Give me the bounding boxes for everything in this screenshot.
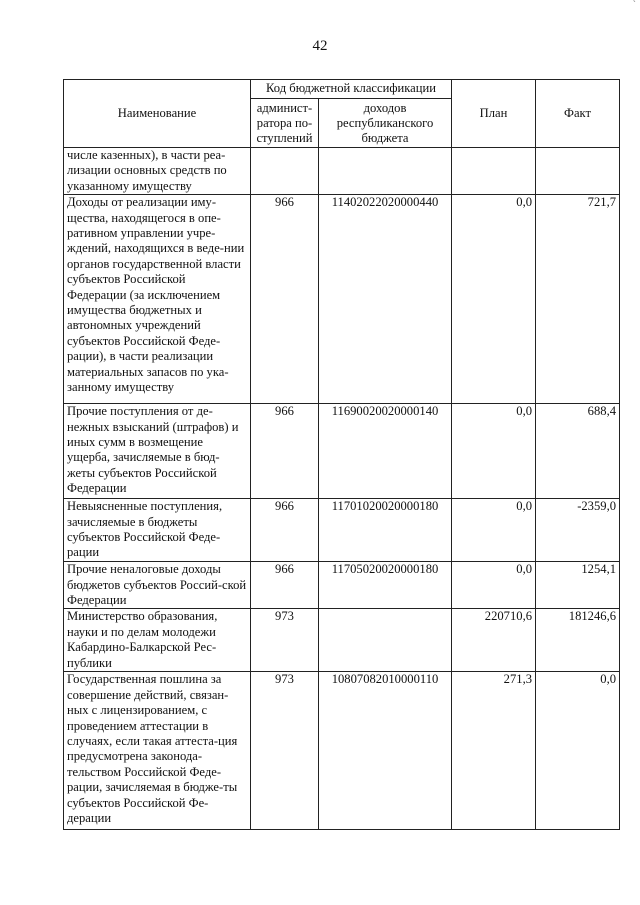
row-revenue-code: 10807082010000110 bbox=[319, 672, 452, 830]
row-plan: 0,0 bbox=[452, 404, 536, 499]
table-row bbox=[64, 195, 620, 404]
budget-table bbox=[63, 79, 620, 830]
row-revenue-code: 11690020020000140 bbox=[319, 404, 452, 499]
header-code-group: Код бюджетной классификации bbox=[251, 80, 452, 99]
row-name: Доходы от реализации иму-щества, находящегося в опе-ративном управлении учре-ждений, находящихся в веде-нии органов государственной власти субъектов Российской Федерации (за исключением имущества бюджетных и автономных учреждений субъектов Российской Феде-рации), в части реализации материальных запасов по ука-занному имуществу bbox=[64, 195, 251, 404]
row-admin-code: 973 bbox=[251, 609, 319, 672]
table-row bbox=[64, 148, 620, 195]
header-fact: Факт bbox=[536, 80, 620, 148]
row-revenue-code: 11705020020000180 bbox=[319, 562, 452, 609]
row-fact: 1254,1 bbox=[536, 562, 620, 609]
row-revenue-code bbox=[319, 609, 452, 672]
table-row bbox=[64, 672, 620, 830]
row-plan: 271,3 bbox=[452, 672, 536, 830]
row-fact: -2359,0 bbox=[536, 499, 620, 562]
table-row bbox=[64, 499, 620, 562]
row-plan: 0,0 bbox=[452, 195, 536, 404]
header-plan: План bbox=[452, 80, 536, 148]
row-name: Прочие неналоговые доходы бюджетов субъектов Россий-ской Федерации bbox=[64, 562, 251, 609]
row-name: Прочие поступления от де-нежных взысканий (штрафов) и иных сумм в возмещение ущерба, зачисляемые в бюд-жеты субъектов Российской Федерации bbox=[64, 404, 251, 499]
corner-mark: ` bbox=[632, 0, 636, 11]
row-fact: 0,0 bbox=[536, 672, 620, 830]
row-plan bbox=[452, 148, 536, 195]
header-admin: админист-ратора по-ступлений bbox=[251, 99, 319, 148]
row-revenue-code: 11701020020000180 bbox=[319, 499, 452, 562]
row-admin-code: 966 bbox=[251, 562, 319, 609]
row-plan: 220710,6 bbox=[452, 609, 536, 672]
row-plan: 0,0 bbox=[452, 562, 536, 609]
row-revenue-code: 11402022020000440 bbox=[319, 195, 452, 404]
page-number: 42 bbox=[312, 38, 328, 54]
row-name: числе казенных), в части реа-лизации основных средств по указанному имуществу bbox=[64, 148, 251, 195]
row-plan: 0,0 bbox=[452, 499, 536, 562]
table-row bbox=[64, 609, 620, 672]
row-fact bbox=[536, 148, 620, 195]
row-fact: 688,4 bbox=[536, 404, 620, 499]
row-admin-code: 966 bbox=[251, 499, 319, 562]
row-revenue-code bbox=[319, 148, 452, 195]
row-admin-code: 973 bbox=[251, 672, 319, 830]
row-admin-code bbox=[251, 148, 319, 195]
table-row bbox=[64, 404, 620, 499]
row-admin-code: 966 bbox=[251, 195, 319, 404]
table-row bbox=[64, 562, 620, 609]
row-admin-code: 966 bbox=[251, 404, 319, 499]
row-name: Министерство образования, науки и по делам молодежи Кабардино-Балкарской Рес-публики bbox=[64, 609, 251, 672]
header-revenue: доходов республиканского бюджета bbox=[319, 99, 452, 148]
row-fact: 181246,6 bbox=[536, 609, 620, 672]
row-fact: 721,7 bbox=[536, 195, 620, 404]
row-name: Государственная пошлина за совершение действий, связан-ных с лицензированием, с проведением аттестации в случаях, если такая аттеста-ция предусмотрена законода-тельством Российской Феде-рации, зачисляемая в бюдже-ты субъектов Российской Фе-дерации bbox=[64, 672, 251, 830]
row-name: Невыясненные поступления, зачисляемые в бюджеты субъектов Российской Феде-рации bbox=[64, 499, 251, 562]
header-name: Наименование bbox=[64, 80, 251, 148]
